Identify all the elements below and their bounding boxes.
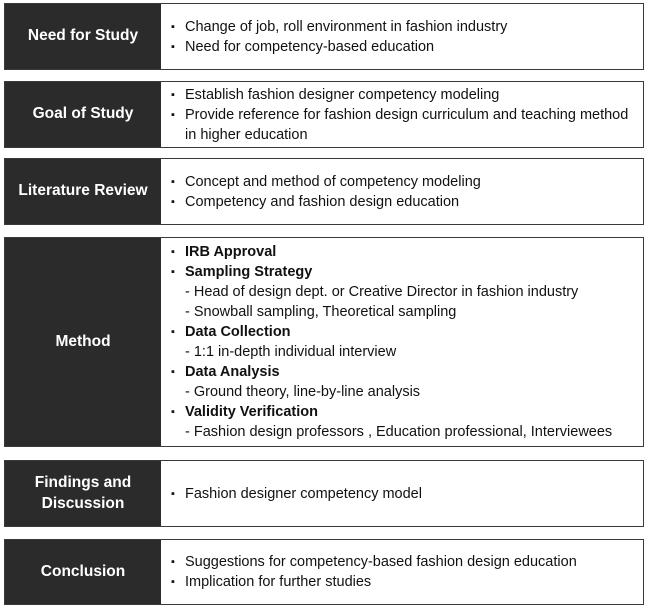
section-method xyxy=(4,237,644,447)
section-label xyxy=(5,238,161,446)
section-conclusion xyxy=(4,539,644,605)
bullet-square-icon: ▪ xyxy=(171,88,175,101)
section-content xyxy=(161,82,643,147)
method-detail: - Ground theory, line-by-line analysis xyxy=(185,384,421,400)
bullet-square-icon: ▪ xyxy=(171,108,175,121)
section-label-text: Conclusion xyxy=(40,562,126,580)
bullet-item xyxy=(171,172,637,192)
method-heading-sampling: Sampling Strategy xyxy=(185,264,313,280)
section-label-text: Need for Study xyxy=(27,27,139,45)
bullet-item xyxy=(171,552,637,572)
method-heading-analysis: Data Analysis xyxy=(185,364,280,380)
bullet-item xyxy=(171,402,637,422)
method-detail: - 1:1 in-depth individual interview xyxy=(185,344,397,360)
section-label xyxy=(5,4,161,69)
bullet-square-icon: ▪ xyxy=(171,20,175,33)
section-content xyxy=(161,238,643,446)
section-label xyxy=(5,159,161,224)
method-detail: - Snowball sampling, Theoretical sampling xyxy=(185,304,457,320)
section-label-line: Findings and xyxy=(34,474,132,492)
section-content xyxy=(161,4,643,69)
section-label-text: Literature Review xyxy=(18,182,148,200)
bullet-square-icon: ▪ xyxy=(171,266,175,278)
bullet-item xyxy=(171,85,637,105)
bullet-item xyxy=(171,192,637,212)
section-label-text: Method xyxy=(55,332,111,350)
section-findings-and-discussion xyxy=(4,460,644,527)
bullet-square-icon: ▪ xyxy=(171,406,175,418)
bullet-text: Suggestions for competency-based fashion design education xyxy=(185,554,577,570)
bullet-text: Fashion designer competency model xyxy=(185,485,422,502)
bullet-square-icon: ▪ xyxy=(171,556,175,568)
bullet-item xyxy=(171,362,637,382)
section-label xyxy=(5,82,161,147)
bullet-square-icon: ▪ xyxy=(171,326,175,338)
bullet-item xyxy=(171,17,637,37)
section-content xyxy=(161,540,643,604)
bullet-text: Competency and fashion design education xyxy=(185,193,460,210)
section-label xyxy=(5,461,161,526)
bullet-text: Implication for further studies xyxy=(185,574,372,590)
section-label-line: Discussion xyxy=(41,494,125,512)
method-heading-irb: IRB Approval xyxy=(185,244,277,260)
bullet-text: Need for competency-based education xyxy=(185,38,435,55)
method-heading-validity: Validity Verification xyxy=(185,404,318,420)
bullet-item xyxy=(171,242,637,262)
bullet-item xyxy=(171,484,637,504)
method-detail: - Head of design dept. or Creative Director in fashion industry xyxy=(185,284,579,300)
section-need-for-study xyxy=(4,3,644,70)
bullet-item xyxy=(171,105,637,145)
section-content xyxy=(161,159,643,224)
bullet-text: Provide reference for fashion design curriculum and teaching method in higher education xyxy=(185,106,629,143)
bullet-square-icon: ▪ xyxy=(171,366,175,378)
bullet-square-icon: ▪ xyxy=(171,576,175,588)
bullet-square-icon: ▪ xyxy=(171,40,175,53)
bullet-square-icon: ▪ xyxy=(171,195,175,208)
bullet-item xyxy=(171,37,637,57)
bullet-text: Concept and method of competency modeling xyxy=(185,173,481,190)
section-label-text: Goal of Study xyxy=(32,105,134,123)
section-goal-of-study xyxy=(4,81,644,148)
bullet-item xyxy=(171,262,637,282)
bullet-item xyxy=(171,322,637,342)
bullet-square-icon: ▪ xyxy=(171,487,175,500)
bullet-text: Change of job, roll environment in fashion industry xyxy=(185,18,508,35)
section-label xyxy=(5,540,161,604)
bullet-square-icon: ▪ xyxy=(171,246,175,258)
bullet-square-icon: ▪ xyxy=(171,175,175,188)
bullet-text: Establish fashion designer competency modeling xyxy=(185,86,500,103)
section-literature-review xyxy=(4,158,644,225)
section-label-text xyxy=(35,473,131,513)
bullet-item xyxy=(171,572,637,592)
method-detail: - Fashion design professors , Education professional, Interviewees xyxy=(185,424,613,440)
method-heading-collection: Data Collection xyxy=(185,324,291,340)
section-content xyxy=(161,461,643,526)
